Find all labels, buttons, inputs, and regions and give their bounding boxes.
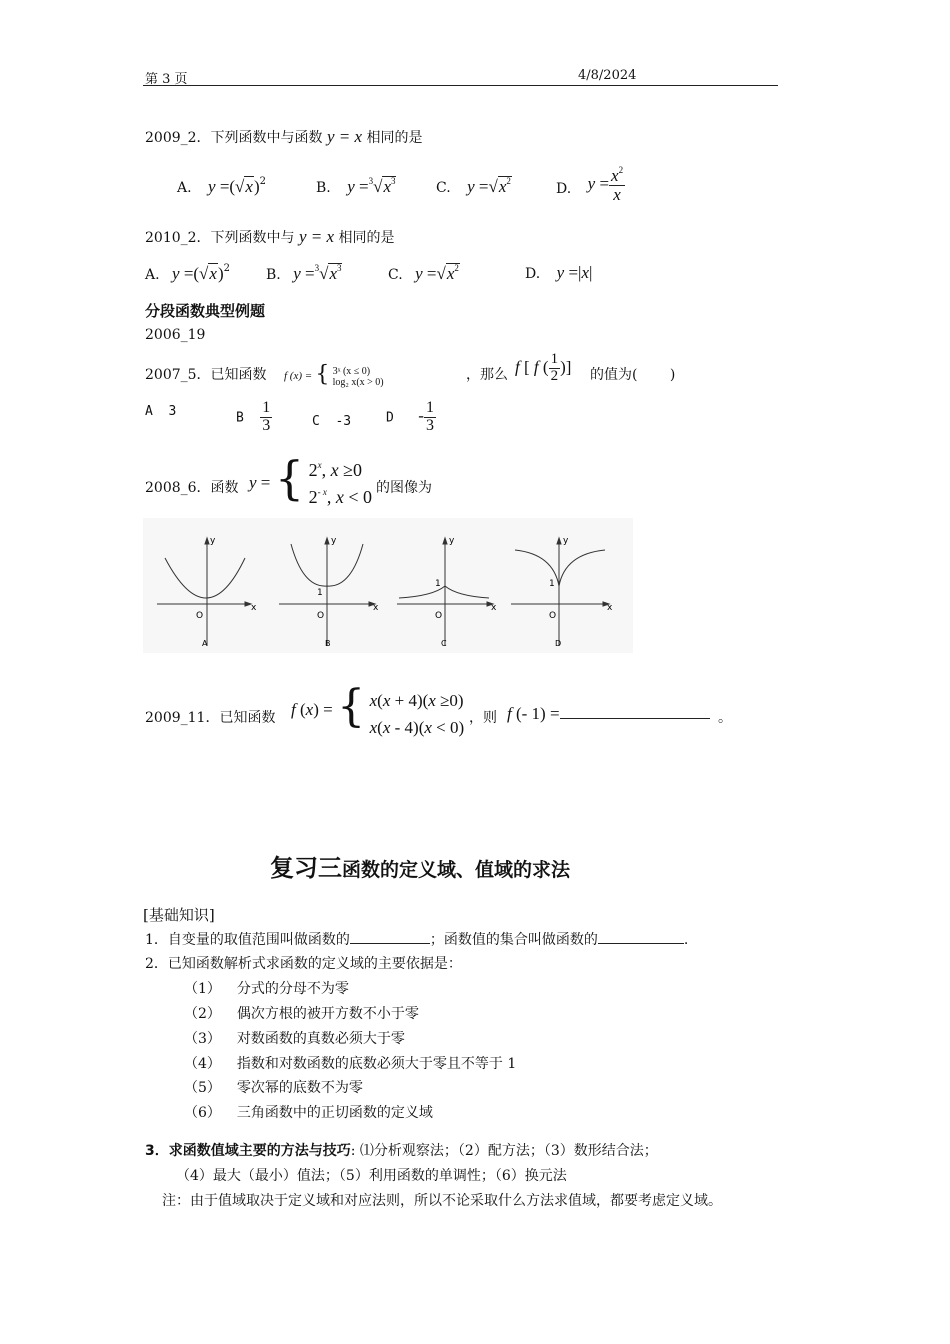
basics-item-3-line-2: （4）最大（最小）值法；（5）利用函数的单调性；（6）换元法 [176,1168,567,1184]
svg-text:y: y [449,536,455,546]
graph-d-label: D [555,639,562,648]
svg-text:x: x [373,603,379,613]
q2007-5-stem: 2007_5．已知函数 [145,367,267,383]
q2007-5-expression: f [ f ( $\frac{1}{2}$ )] [515,351,572,384]
q2009-2-stem: 2009_2．下列函数中与函数 y = x 相同的是 [145,127,423,146]
svg-text:x: x [251,603,257,613]
q2007-5-function: f (x) = { 3ˣ (x ≤ 0) log₂ x(x > 0) [284,362,384,388]
basics-list-item: （3） 对数函数的真数必须大于零 [184,1031,405,1047]
basics-list-item: （1） 分式的分母不为零 [184,981,349,997]
basics-heading: [基础知识] [143,906,215,924]
svg-text:O: O [317,611,325,621]
q2009-2-option-a: A. $y =(√x)^2$ [177,176,266,196]
basics-item-2: 2．已知函数解析式求函数的定义域的主要依据是： [145,956,462,972]
basics-note: 注：由于值域取决于定义域和对应法则，所以不论采取什么方法求值域，都要考虑定义域。 [162,1193,722,1209]
q2006-19: 2006_19 [145,327,206,343]
q2010-2-option-c: C. $y =√x^2$ [388,263,459,283]
q2007-5-option-c: C -3 [312,414,352,429]
q2010-2-option-d: D. y =|x| [525,263,593,282]
chapter-title: 复习三函数的定义域、值域的求法 [270,854,571,882]
q2010-2-option-a: A. $y =(√x)^2$ [145,263,230,283]
q2008-6-function: y = { 2$^x$, x ≥0 $2^{- x}$, x < 0 [249,451,372,507]
header-rule [143,85,778,86]
graph-b-label: B [325,639,331,648]
svg-text:y: y [563,536,569,546]
q2010-2-expr: y = x [299,227,335,246]
svg-text:x: x [607,603,613,613]
svg-text:1: 1 [549,579,555,589]
svg-text:O: O [435,611,443,621]
basics-list-item: （6） 三角函数中的正切函数的定义域 [184,1105,433,1121]
svg-text:y: y [210,536,216,546]
q2007-5-tail: 的值为( ) [590,367,676,383]
q2009-11-function: f (x) = { x(x + 4)(x ≥0) x(x - 4)(x < 0) [291,681,465,738]
q2009-11-stem: 2009_11．已知函数 [145,710,276,726]
basics-list-item: （5） 零次幂的底数不为零 [184,1080,363,1096]
q2008-6-graphs [143,518,633,653]
q2007-5-mid: ，那么 [466,367,508,383]
q2007-5-options [145,404,176,419]
q2009-11-mid: ，则 [469,710,497,726]
header-date: 4/8/2024 [578,68,637,83]
q2010-2-option-b: B. $y =^3√x^3$ [266,263,342,283]
svg-text:O: O [196,611,204,621]
basics-item-3: 3．求函数值域主要的方法与技巧: ⑴分析观察法；（2）配方法；（3）数形结合法； [145,1143,658,1159]
q2009-2-expr: y = x [327,127,363,146]
q2009-2-option-b: B. $y =^3√x^3$ [316,176,396,196]
q2009-2-option-c: C. $y =√x^2$ [436,176,511,196]
basics-list-item: （2） 偶次方根的被开方数不小于零 [184,1006,419,1022]
q2007-5-option-b: B $\frac{1}{3}$ [236,399,271,434]
svg-text:x: x [491,603,497,613]
basics-list-item: （4） 指数和对数函数的底数必须大于零且不等于 1 [184,1056,517,1072]
graph-a-label: A [202,639,208,648]
q2010-2-stem: 2010_2．下列函数中与 y = x 相同的是 [145,227,395,246]
svg-text:1: 1 [317,588,323,598]
q2009-11-expression: f (- 1) = [507,704,710,724]
graph-c-label: C [441,639,447,648]
section-heading-piecewise: 分段函数典型例题 [145,302,266,320]
q2009-11-end: 。 [718,710,732,726]
page-number: 第 3 页 [145,72,188,87]
svg-text:O: O [549,611,557,621]
q2007-5-option-a: A 3 [145,404,177,419]
q2007-5-option-d: D - $\frac{1}{3}$ [386,399,434,434]
basics-item-1: 1．自变量的取值范围叫做函数的 ；函数值的集合叫做函数的 . [145,932,689,948]
q2008-6-tail: 的图像为 [376,480,432,496]
svg-text:1: 1 [435,579,441,589]
q2009-11-answer-blank [560,718,710,719]
q2008-6-stem: 2008_6．函数 [145,480,239,496]
q2009-2-option-d: D. y = $\frac{x^2}{x}$ [556,165,624,204]
svg-text:y: y [331,536,337,546]
